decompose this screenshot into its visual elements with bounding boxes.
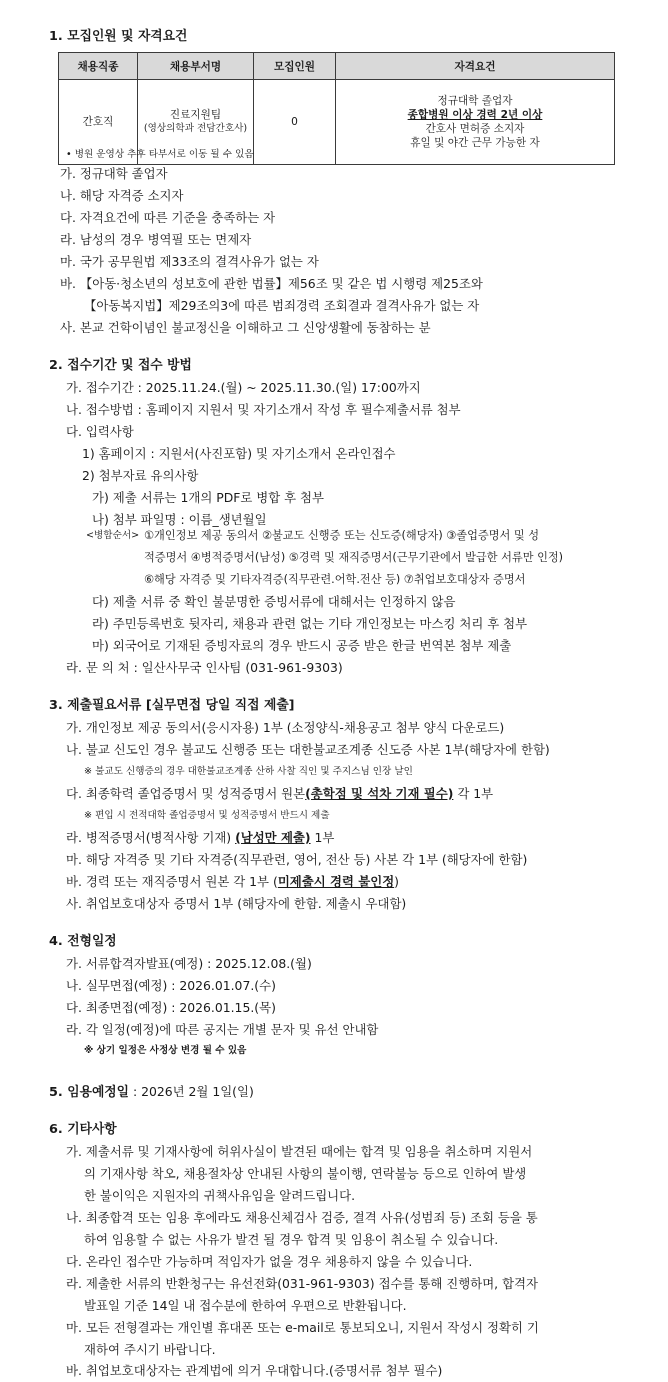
schedule-item: 다. 최종면접(예정) : 2026.01.15.(목) (66, 1000, 276, 1015)
list-item-continued: 한 불이익은 지원자의 귀책사유임을 알려드립니다. (84, 1188, 356, 1203)
merge-order-line: ⑥해당 자격증 및 기타자격증(직무관련.어학.전산 등) ⑦취업보호대상자 증명서 (144, 573, 526, 586)
appointment-date (49, 1083, 254, 1102)
emphasis-text: (남성만 제출) (235, 830, 311, 845)
section-5-title: 5. 임용예정일 (49, 1085, 130, 1100)
list-item: 사. 취업보호대상자 증명서 1부 (해당자에 한함. 제출시 우대함) (66, 896, 407, 911)
list-item: 다. 자격요건에 따른 기준을 충족하는 자 (60, 210, 276, 225)
list-item (66, 829, 334, 847)
list-item-text: 1부 (310, 830, 335, 845)
list-item: 가. 제출서류 및 기재사항에 허위사실이 발견된 때에는 합격 및 임용을 취소하며 지원서 (66, 1144, 533, 1159)
list-item-text: 라. 병적증명서(병적사항 기재) (66, 830, 236, 845)
contact-info: 라. 문 의 처 : 일산사무국 인사팀 (031-961-9303) (66, 660, 343, 675)
list-item: 라) 주민등록번호 뒷자리, 채용과 관련 없는 기타 개인정보는 마스킹 처리 후 첨부 (92, 616, 528, 631)
section-1-title: 1. 모집인원 및 자격요건 (49, 29, 188, 44)
requirement-line: 정규대학 졸업자 (437, 95, 513, 107)
list-item: 2) 첨부자료 유의사항 (82, 468, 199, 483)
list-item: 나. 해당 자격증 소지자 (60, 188, 184, 203)
merge-order-line: ①개인정보 제공 동의서 ②불교도 신행증 또는 신도증(해당자) ③졸업증명서 및 성 (144, 529, 540, 542)
list-item: 1) 홈페이지 : 지원서(사진포함) 및 자기소개서 온라인접수 (82, 446, 396, 461)
list-item: 나. 최종합격 또는 임용 후에라도 채용신체검사 검증, 결격 사유(성범죄 등) 조회 등을 통 (66, 1210, 538, 1225)
list-item-text: 다. 최종학력 졸업증명서 및 성적증명서 원본 (66, 786, 306, 801)
list-item-continued: 재하여 주시기 바랍니다. (84, 1342, 216, 1357)
footnote: ※ 불교도 신행증의 경우 대한불교조계종 산하 사찰 직인 및 주지스님 인장 날인 (84, 766, 413, 777)
list-item: 바. 취업보호대상자는 관계법에 의거 우대합니다.(증명서류 첨부 필수) (66, 1363, 443, 1378)
section-3-title: 3. 제출필요서류 [실무면접 당일 직접 제출] (49, 698, 295, 713)
list-item-continued: 발표일 기준 14일 내 접수분에 한하여 우편으로 반환됩니다. (84, 1298, 407, 1313)
footnote: ※ 편입 시 전적대학 졸업증명서 및 성적증명서 반드시 제출 (84, 810, 330, 821)
list-item-continued: 의 기재사항 착오, 채용절차상 안내된 사항의 불이행, 연락불능 등으로 인하여 발생 (84, 1166, 527, 1181)
list-item (66, 873, 399, 891)
list-item: 마. 국가 공무원법 제33조의 결격사유가 없는 자 (60, 254, 319, 269)
application-period: 가. 접수기간 : 2025.11.24.(월) ~ 2025.11.30.(일) 17:00까지 (66, 380, 421, 395)
job-cell: 간호직 (59, 80, 138, 165)
application-method: 나. 접수방법 : 홈페이지 지원서 및 자기소개서 작성 후 필수제출서류 첨부 (66, 402, 461, 417)
list-item: 가. 개인정보 제공 동의서(응시자용) 1부 (소정양식-채용공고 첨부 양식 다운로드) (66, 720, 505, 735)
list-item-text: 바. 경력 또는 재직증명서 원본 각 1부 ( (66, 874, 278, 889)
dept-line: (영상의학과 전담간호사) (143, 123, 248, 134)
requirement-line: 휴일 및 야간 근무 가능한 자 (410, 137, 540, 149)
list-item: 나. 불교 신도인 경우 불교도 신행증 또는 대한불교조계종 신도증 사본 1부(해당자에 한함) (66, 742, 550, 757)
list-item-continued: 하여 임용할 수 없는 사유가 발견 될 경우 합격 및 임용이 취소될 수 있습니다. (84, 1232, 499, 1247)
list-item: 다) 제출 서류 중 확인 불분명한 증빙서류에 대해서는 인정하지 않음 (92, 594, 456, 609)
list-item: 사. 본교 건학이념인 불교정신을 이해하고 그 신앙생활에 동참하는 분 (60, 320, 431, 335)
list-item: 나) 첨부 파일명 : 이름_생년월일 (92, 512, 267, 527)
table-header: 자격요건 (336, 53, 615, 80)
section-4-title: 4. 전형일정 (49, 934, 117, 949)
list-item: 라. 남성의 경우 병역필 또는 면제자 (60, 232, 252, 247)
requirement-line: 간호사 면허증 소지자 (425, 123, 525, 135)
list-item: 가. 정규대학 졸업자 (60, 166, 168, 181)
list-item (66, 785, 493, 803)
merge-order-line: 적증명서 ④병적증명서(남성) ⑤경력 및 재직증명서(근무기관에서 발급한 서류만 인정) (144, 551, 564, 564)
emphasis-text: 미제출시 경력 불인정 (277, 874, 395, 889)
list-item-text: 각 1부 (453, 786, 494, 801)
list-item: 가) 제출 서류는 1개의 PDF로 병합 후 첨부 (92, 490, 324, 505)
list-item: 【아동복지법】제29조의3에 따른 범죄경력 조회결과 결격사유가 없는 자 (84, 298, 480, 313)
input-items-heading: 다. 입력사항 (66, 424, 134, 439)
table-header: 채용부서명 (138, 53, 254, 80)
list-item: 바. 【아동·청소년의 성보호에 관한 법률】제56조 및 같은 법 시행령 제25조와 (60, 276, 483, 291)
list-item: 마. 해당 자격증 및 기타 자격증(직무관련, 영어, 전산 등) 사본 각 1부 (해당자에 한함) (66, 852, 528, 867)
list-item: 라. 제출한 서류의 반환청구는 유선전화(031-961-9303) 접수를 통해 진행하며, 합격자 (66, 1276, 538, 1291)
requirement-cell (336, 80, 615, 165)
section-2-title: 2. 접수기간 및 접수 방법 (49, 358, 192, 373)
requirement-line-emphasis: 종합병원 이상 경력 2년 이상 (407, 109, 543, 121)
merge-order-label: <병합순서> (86, 530, 140, 541)
dept-line: 진료지원팀 (169, 109, 222, 121)
schedule-item: 나. 실무면접(예정) : 2026.01.07.(수) (66, 978, 276, 993)
schedule-item: 가. 서류합격자발표(예정) : 2025.12.08.(월) (66, 956, 312, 971)
section-6-title: 6. 기타사항 (49, 1122, 117, 1137)
list-item-text: ) (394, 874, 400, 889)
relocation-note: • 병원 운영상 추후 타부서로 이동 될 수 있음 (66, 149, 254, 160)
appointment-date-value: : 2026년 2월 1일(일) (129, 1084, 254, 1099)
schedule-note: ※ 상기 일정은 사정상 변경 될 수 있음 (84, 1045, 247, 1056)
emphasis-text: (총학점 및 석차 기재 필수) (305, 786, 454, 801)
table-header: 모집인원 (254, 53, 336, 80)
schedule-item: 라. 각 일정(예정)에 따른 공지는 개별 문자 및 유선 안내함 (66, 1022, 379, 1037)
list-item: 마. 모든 전형결과는 개인별 휴대폰 또는 e-mail로 통보되오니, 지원서 작성시 정확히 기 (66, 1320, 539, 1335)
list-item: 다. 온라인 접수만 가능하며 적임자가 없을 경우 채용하지 않을 수 있습니다. (66, 1254, 473, 1269)
table-header: 채용직종 (59, 53, 138, 80)
count-cell: 0 (254, 80, 336, 165)
table-header-row (59, 53, 615, 80)
list-item: 마) 외국어로 기재된 증빙자료의 경우 반드시 공증 받은 한글 번역본 첨부 제출 (92, 638, 512, 653)
